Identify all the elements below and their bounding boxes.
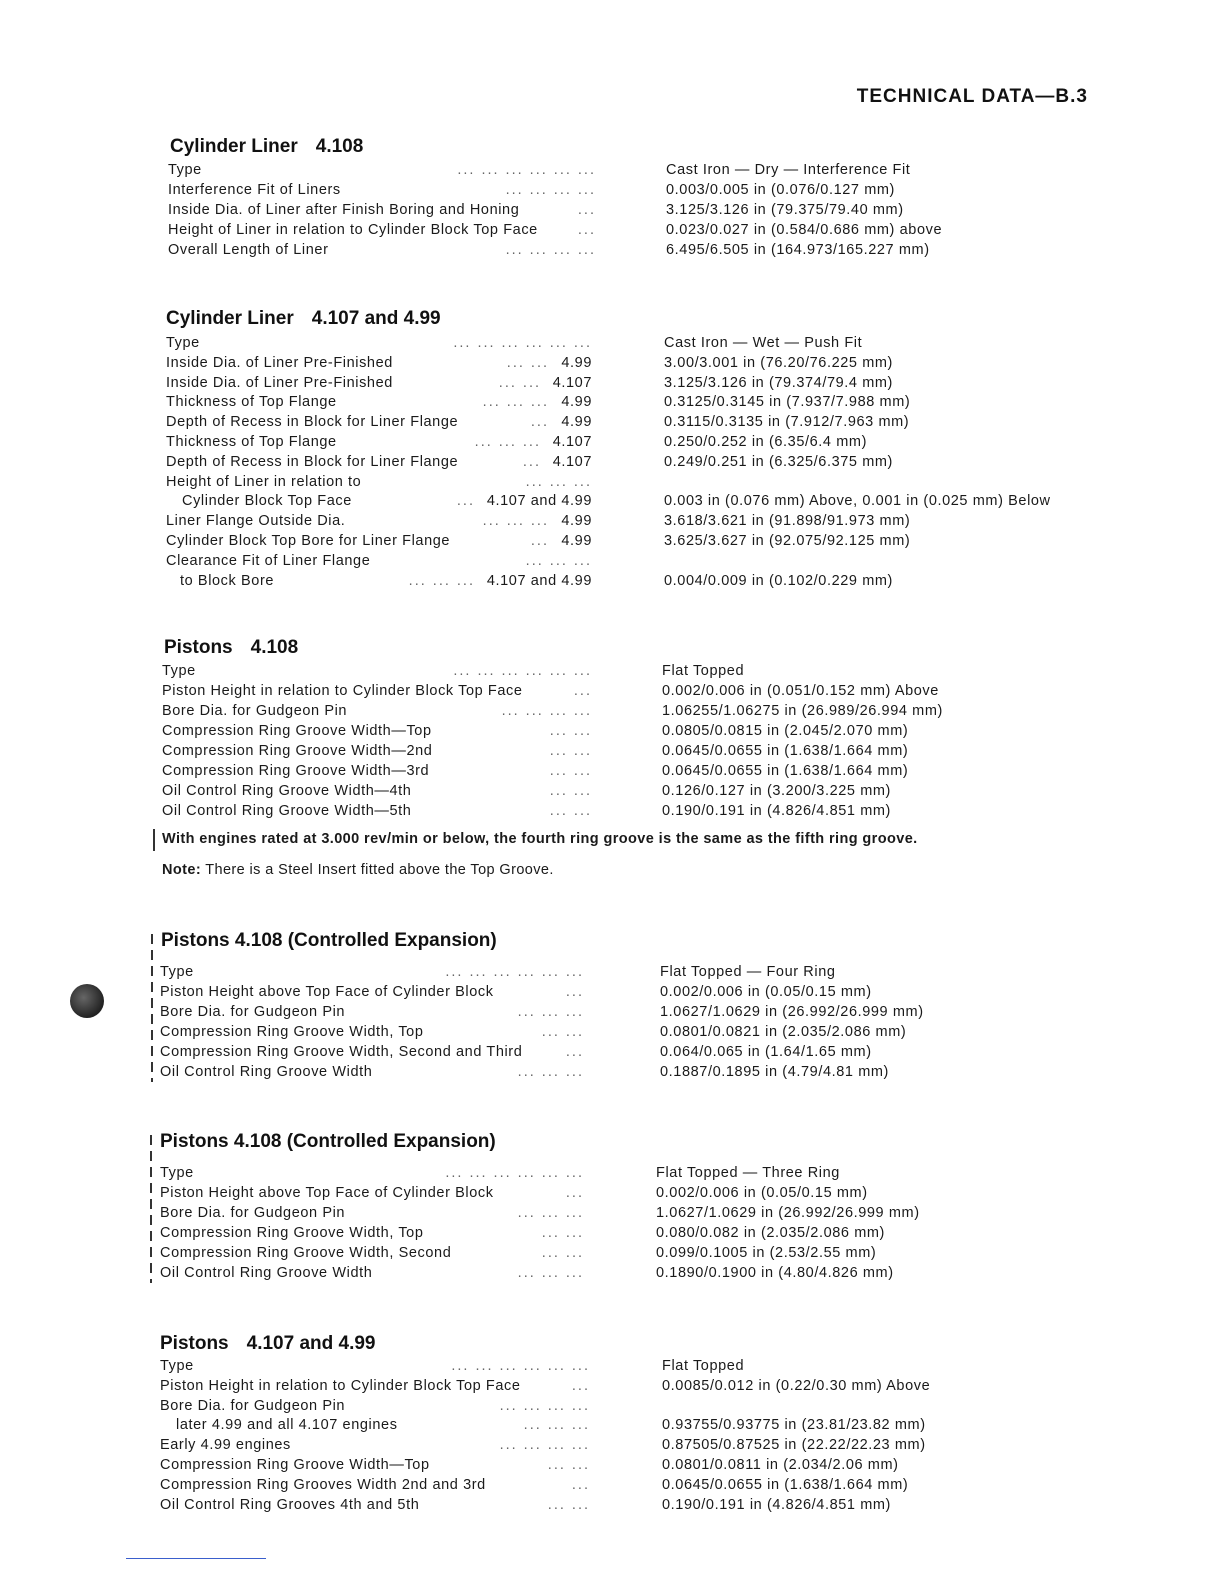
dot-leader: ... ... [547, 1496, 590, 1513]
spec-row [160, 1378, 590, 1398]
spec-label: later 4.99 and all 4.107 engines [176, 1417, 398, 1434]
spec-row [162, 743, 592, 763]
spec-label: Oil Control Ring Grooves 4th and 5th [160, 1496, 420, 1513]
section-title [161, 930, 497, 952]
spec-value-text: 0.0645/0.0655 in (1.638/1.664 mm) [662, 1476, 909, 1493]
spec-label: Oil Control Ring Groove Width—4th [162, 783, 412, 799]
dot-leader: ... ... ... [525, 552, 592, 569]
spec-label: Bore Dia. for Gudgeon Pin [160, 1397, 346, 1414]
footer-rule [126, 1558, 266, 1559]
spec-value-text: 0.0805/0.0815 in (2.045/2.070 mm) [662, 723, 909, 739]
dot-leader: ... [565, 1044, 584, 1060]
dot-leader: ... ... [506, 354, 549, 371]
spec-label: Cylinder Block Top Face [182, 493, 352, 510]
spec-row [166, 454, 592, 474]
spec-row [166, 375, 592, 395]
dot-leader: ... [571, 1377, 590, 1394]
spec-value-text: 1.06255/1.06275 in (26.989/26.994 mm) [662, 703, 943, 719]
spec-value-text: 0.0801/0.0821 in (2.035/2.086 mm) [660, 1024, 907, 1040]
dot-leader: ... ... ... ... ... ... [451, 1358, 590, 1374]
dot-leader: ... ... ... [517, 1205, 584, 1221]
spec-label: Piston Height above Top Face of Cylinder Block [160, 984, 494, 1000]
spec-value-text: 3.125/3.126 in (79.375/79.40 mm) [666, 202, 904, 218]
spec-label: Interference Fit of Liners [168, 182, 341, 198]
spec-value-text: 0.87505/0.87525 in (22.22/22.23 mm) [662, 1437, 926, 1454]
dot-leader: ... [571, 1476, 590, 1493]
spec-value-text: 0.190/0.191 in (4.826/4.851 mm) [662, 1496, 891, 1513]
spec-label: Oil Control Ring Groove Width [160, 1064, 373, 1080]
spec-label: Piston Height in relation to Cylinder Block Top Face [160, 1377, 521, 1394]
spec-value-text: 0.003 in (0.076 mm) Above, 0.001 in (0.025 mm) Below [664, 493, 1051, 510]
spec-row [166, 394, 592, 414]
spec-row [160, 964, 584, 984]
spec-label: Type [166, 335, 200, 351]
spec-model-suffix: 4.107 [552, 374, 592, 391]
dot-leader: ... ... ... ... ... ... [445, 964, 584, 980]
spec-label: Inside Dia. of Liner Pre-Finished [166, 374, 393, 391]
spec-row [168, 162, 596, 182]
spec-label: Compression Ring Grooves Width 2nd and 3rd [160, 1476, 486, 1493]
spec-row [160, 1245, 584, 1265]
dot-leader: ... ... [549, 803, 592, 819]
spec-row [166, 553, 592, 573]
dot-leader: ... ... [549, 743, 592, 759]
spec-label: Type [160, 1358, 194, 1374]
spec-row [162, 783, 592, 803]
dot-leader: ... [456, 493, 475, 510]
spec-label: Height of Liner in relation to Cylinder Block Top Face [168, 222, 538, 238]
dot-leader: ... [565, 984, 584, 1000]
dot-leader: ... [530, 533, 549, 549]
spec-model-suffix: 4.107 and 4.99 [486, 572, 592, 589]
dot-leader: ... ... ... [482, 394, 549, 411]
spec-model-suffix: 4.99 [561, 513, 592, 530]
spec-label: Piston Height in relation to Cylinder Block Top Face [162, 683, 523, 699]
spec-row [168, 222, 596, 242]
dot-leader: ... ... ... ... ... ... [457, 162, 596, 178]
spec-value-text: 0.0645/0.0655 in (1.638/1.664 mm) [662, 763, 909, 779]
spec-model-suffix: 4.99 [561, 414, 592, 431]
spec-row [160, 1205, 584, 1225]
spec-label: Type [162, 663, 196, 679]
dot-leader: ... ... ... ... [505, 182, 596, 198]
section-model: 4.107 and 4.99 [246, 1333, 376, 1354]
dot-leader: ... ... ... [517, 1265, 584, 1281]
dot-leader: ... ... ... [525, 473, 592, 490]
spec-row [160, 1265, 584, 1285]
spec-label: Compression Ring Groove Width—2nd [162, 743, 433, 759]
spec-model-suffix: 4.99 [561, 533, 592, 549]
spec-label: Type [160, 964, 194, 980]
spec-label: Cylinder Block Top Bore for Liner Flange [166, 533, 451, 549]
spec-label: Compression Ring Groove Width, Top [160, 1024, 424, 1040]
spec-row [162, 803, 592, 823]
spec-label: Oil Control Ring Groove Width—5th [162, 803, 412, 819]
spec-label: Depth of Recess in Block for Liner Flange [166, 453, 459, 470]
spec-model-suffix: 4.99 [561, 354, 592, 371]
dot-leader: ... ... [541, 1245, 584, 1261]
revision-bar [150, 1135, 152, 1283]
spec-row [166, 493, 592, 513]
punch-hole-mark [70, 984, 104, 1018]
spec-model-suffix: 4.107 and 4.99 [486, 493, 592, 510]
spec-row [166, 573, 592, 593]
dot-leader: ... ... [541, 1024, 584, 1040]
spec-label: Piston Height above Top Face of Cylinder Block [160, 1185, 494, 1201]
spec-value-text: 0.126/0.127 in (3.200/3.225 mm) [662, 783, 891, 799]
spec-label: Thickness of Top Flange [166, 394, 337, 411]
dot-leader: ... ... ... [523, 1417, 590, 1434]
spec-label: Overall Length of Liner [168, 242, 329, 258]
spec-label: Compression Ring Groove Width, Top [160, 1225, 424, 1241]
spec-value-text: 0.064/0.065 in (1.64/1.65 mm) [660, 1044, 872, 1060]
spec-label: Compression Ring Groove Width—3rd [162, 763, 430, 779]
spec-row [166, 474, 592, 494]
spec-value-text: 0.080/0.082 in (2.035/2.086 mm) [656, 1225, 885, 1241]
dot-leader: ... ... [541, 1225, 584, 1241]
steel-insert-note [162, 862, 554, 878]
spec-value-text: 0.3115/0.3135 in (7.912/7.963 mm) [664, 414, 910, 431]
dot-leader: ... ... ... ... ... ... [453, 663, 592, 679]
dot-leader: ... [577, 202, 596, 218]
section-title [166, 308, 441, 330]
spec-value-text: 0.0801/0.0811 in (2.034/2.06 mm) [662, 1457, 899, 1473]
spec-label: Compression Ring Groove Width, Second [160, 1245, 452, 1261]
revision-note: With engines rated at 3.000 rev/min or below, the fourth ring groove is the same as the fifth ring groove. [162, 831, 918, 847]
spec-label: Oil Control Ring Groove Width [160, 1265, 373, 1281]
spec-row [166, 355, 592, 375]
dot-leader: ... ... ... ... ... ... [445, 1165, 584, 1181]
revision-bar [151, 934, 153, 1082]
spec-row [160, 1497, 590, 1517]
section-model: 4.108 [315, 136, 364, 157]
spec-row [160, 1024, 584, 1044]
section-title-text: Cylinder Liner [170, 136, 298, 157]
spec-value-text: Flat Topped [662, 663, 745, 679]
spec-label: Inside Dia. of Liner Pre-Finished [166, 354, 393, 371]
dot-leader: ... ... [549, 783, 592, 799]
spec-value-text: 0.93755/0.93775 in (23.81/23.82 mm) [662, 1417, 926, 1434]
spec-row [160, 1185, 584, 1205]
spec-value-text: Cast Iron — Wet — Push Fit [664, 335, 863, 351]
spec-row [166, 335, 592, 355]
spec-value-text: Cast Iron — Dry — Interference Fit [666, 162, 911, 178]
spec-row [160, 984, 584, 1004]
spec-row [160, 1457, 590, 1477]
spec-value-text: 3.625/3.627 in (92.075/92.125 mm) [664, 533, 911, 549]
spec-row [160, 1225, 584, 1245]
dot-leader: ... ... ... [517, 1064, 584, 1080]
spec-value-text: 0.0085/0.012 in (0.22/0.30 mm) Above [662, 1377, 931, 1394]
dot-leader: ... [565, 1185, 584, 1201]
spec-value-text: 1.0627/1.0629 in (26.992/26.999 mm) [660, 1004, 924, 1020]
section-title-text: Pistons [160, 1333, 229, 1354]
dot-leader: ... ... ... ... [499, 1437, 590, 1454]
spec-value-text: 0.023/0.027 in (0.584/0.686 mm) above [666, 222, 943, 238]
spec-label: to Block Bore [180, 572, 275, 589]
spec-label: Early 4.99 engines [160, 1437, 291, 1454]
section-title-text: Cylinder Liner [166, 308, 294, 329]
spec-row [168, 202, 596, 222]
dot-leader: ... ... [549, 763, 592, 779]
spec-label: Compression Ring Groove Width, Second and Third [160, 1044, 523, 1060]
spec-label: Inside Dia. of Liner after Finish Boring and Honing [168, 202, 520, 218]
section-title [170, 136, 363, 158]
spec-value-text: 0.002/0.006 in (0.05/0.15 mm) [656, 1185, 868, 1201]
spec-value-text: 0.250/0.252 in (6.35/6.4 mm) [664, 434, 867, 450]
spec-value-text: 3.618/3.621 in (91.898/91.973 mm) [664, 513, 911, 530]
dot-leader: ... ... [498, 374, 541, 391]
spec-value-text: 0.3125/0.3145 in (7.937/7.988 mm) [664, 394, 911, 411]
spec-value-text: 0.004/0.009 in (0.102/0.229 mm) [664, 572, 893, 589]
spec-value-text: 0.099/0.1005 in (2.53/2.55 mm) [656, 1245, 877, 1261]
spec-label: Liner Flange Outside Dia. [166, 513, 346, 530]
dot-leader: ... ... ... [482, 513, 549, 530]
section-title-text: Pistons [164, 637, 233, 658]
dot-leader: ... ... ... [474, 434, 541, 450]
spec-label: Bore Dia. for Gudgeon Pin [160, 1004, 346, 1020]
spec-row [162, 703, 592, 723]
spec-value-text: 0.002/0.006 in (0.05/0.15 mm) [660, 984, 872, 1000]
spec-row [162, 663, 592, 683]
spec-row [160, 1437, 590, 1457]
spec-value-text: 0.1890/0.1900 in (4.80/4.826 mm) [656, 1265, 894, 1281]
spec-label: Compression Ring Groove Width—Top [160, 1457, 430, 1473]
spec-row [166, 434, 592, 454]
spec-model-suffix: 4.107 [552, 453, 592, 470]
spec-row [160, 1477, 590, 1497]
spec-value-text: 1.0627/1.0629 in (26.992/26.999 mm) [656, 1205, 920, 1221]
dot-leader: ... ... ... [517, 1004, 584, 1020]
page-header-title: TECHNICAL DATA—B.3 [856, 86, 1088, 107]
section-title-text: Pistons 4.108 (Controlled Expansion) [160, 1131, 496, 1152]
spec-row [160, 1004, 584, 1024]
spec-label: Type [168, 162, 202, 178]
dot-leader: ... [522, 453, 541, 470]
spec-row [160, 1358, 590, 1378]
section-title [160, 1333, 376, 1355]
spec-value-text: 0.003/0.005 in (0.076/0.127 mm) [666, 182, 895, 198]
spec-row [166, 513, 592, 533]
revision-bar [153, 829, 155, 851]
spec-row [160, 1398, 590, 1418]
note-label: Note: [162, 862, 202, 878]
spec-label: Compression Ring Groove Width—Top [162, 723, 432, 739]
spec-label: Height of Liner in relation to [166, 473, 362, 490]
dot-leader: ... ... ... ... [505, 242, 596, 258]
spec-label: Clearance Fit of Liner Flange [166, 552, 371, 569]
section-model: 4.108 [250, 637, 299, 658]
spec-row [162, 723, 592, 743]
dot-leader: ... ... [547, 1457, 590, 1473]
spec-row [166, 414, 592, 434]
spec-value-text: 3.00/3.001 in (76.20/76.225 mm) [664, 354, 893, 371]
spec-row [166, 533, 592, 553]
spec-row [168, 242, 596, 262]
spec-model-suffix: 4.99 [561, 394, 592, 411]
dot-leader: ... [530, 414, 549, 431]
spec-row [160, 1044, 584, 1064]
spec-row [160, 1417, 590, 1437]
spec-value-text: 0.0645/0.0655 in (1.638/1.664 mm) [662, 743, 909, 759]
spec-value-text: 0.1887/0.1895 in (4.79/4.81 mm) [660, 1064, 889, 1080]
spec-label: Bore Dia. for Gudgeon Pin [162, 703, 348, 719]
spec-value-text: Flat Topped — Four Ring [660, 964, 836, 980]
dot-leader: ... ... ... ... ... ... [453, 335, 592, 351]
spec-label: Bore Dia. for Gudgeon Pin [160, 1205, 346, 1221]
spec-value-text: 0.249/0.251 in (6.325/6.375 mm) [664, 453, 893, 470]
dot-leader: ... ... ... [408, 572, 475, 589]
spec-label: Depth of Recess in Block for Liner Flange [166, 414, 459, 431]
section-model: 4.107 and 4.99 [311, 308, 441, 329]
spec-value-text: Flat Topped [662, 1358, 745, 1374]
spec-label: Thickness of Top Flange [166, 434, 337, 450]
dot-leader: ... ... ... ... [499, 1397, 590, 1414]
spec-value-text: Flat Topped — Three Ring [656, 1165, 840, 1181]
spec-model-suffix: 4.107 [552, 434, 592, 450]
dot-leader: ... ... ... ... [501, 703, 592, 719]
dot-leader: ... ... [549, 723, 592, 739]
spec-value-text: 0.002/0.006 in (0.051/0.152 mm) Above [662, 683, 939, 699]
spec-row [162, 683, 592, 703]
section-title-text: Pistons 4.108 (Controlled Expansion) [161, 930, 497, 951]
note-text: There is a Steel Insert fitted above the Top Groove. [205, 862, 554, 878]
spec-value-text: 6.495/6.505 in (164.973/165.227 mm) [666, 242, 930, 258]
dot-leader: ... [573, 683, 592, 699]
section-title [164, 637, 298, 659]
spec-row [162, 763, 592, 783]
spec-row [160, 1064, 584, 1084]
section-title [160, 1131, 496, 1153]
spec-row [160, 1165, 584, 1185]
spec-value-text: 3.125/3.126 in (79.374/79.4 mm) [664, 374, 893, 391]
spec-label: Type [160, 1165, 194, 1181]
spec-row [168, 182, 596, 202]
dot-leader: ... [577, 222, 596, 238]
spec-value-text: 0.190/0.191 in (4.826/4.851 mm) [662, 803, 891, 819]
